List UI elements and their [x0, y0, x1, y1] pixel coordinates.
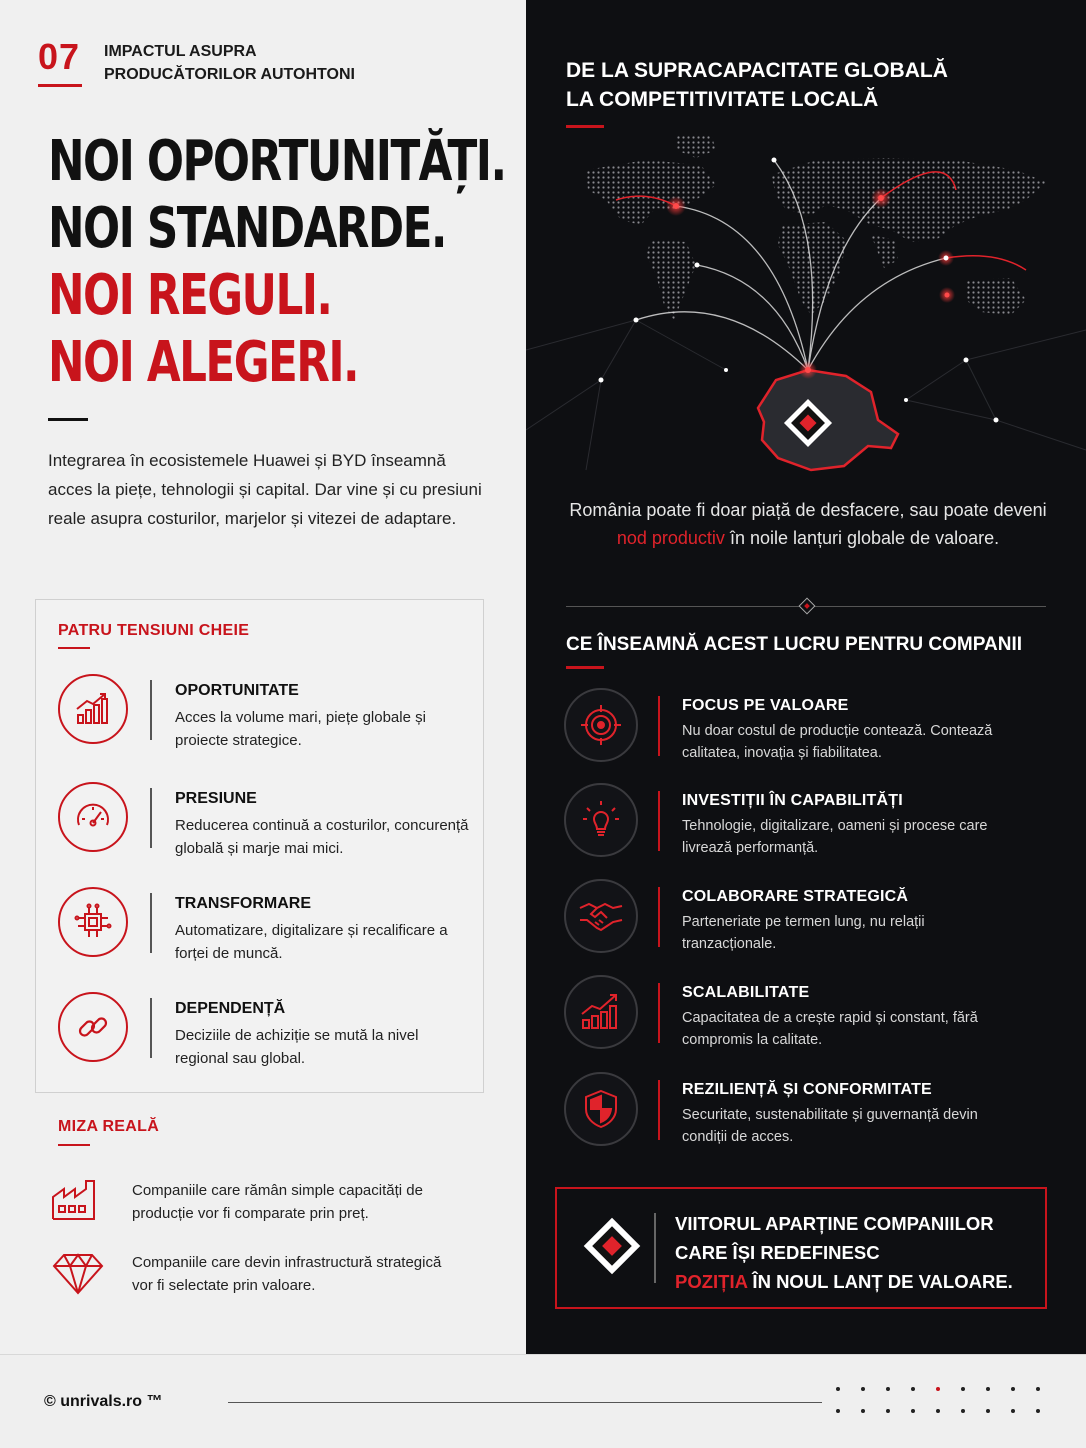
cta-highlight: POZIȚIA	[675, 1271, 748, 1292]
company-desc: Nu doar costul de producție contează. Contează calitatea, inovația și fiabilitatea.	[682, 723, 993, 761]
companies-subtitle-underline	[566, 666, 604, 669]
headline	[48, 128, 518, 396]
right-title-line2: LA COMPETITIVITATE LOCALĂ	[566, 88, 879, 111]
company-title: INVESTIȚII ÎN CAPABILITĂȚI	[682, 792, 903, 809]
paragraph-highlight: nod productiv	[616, 528, 725, 548]
headline-separator	[48, 418, 88, 421]
paragraph-text-1: România poate fi doar piață de desfacere, sau poate deveni	[569, 500, 1047, 520]
decorative-dot	[936, 1409, 940, 1413]
headline-line-1: NOI OPORTUNITĂȚI.	[48, 129, 506, 194]
decorative-dot	[836, 1387, 840, 1391]
tension-desc: Acces la volume mari, piețe globale și proiecte strategice.	[175, 709, 426, 749]
miza-text: Companiile care devin infrastructură strategică vor fi selectate prin valoare.	[132, 1254, 442, 1294]
tension-desc: Deciziile de achiziție se mută la nivel regional sau global.	[175, 1027, 419, 1067]
tension-title: DEPENDENȚĂ	[175, 1000, 286, 1017]
tension-title: OPORTUNITATE	[175, 682, 299, 699]
company-title: FOCUS PE VALOARE	[682, 697, 849, 714]
decorative-dot	[886, 1387, 890, 1391]
growth-chart-icon	[58, 674, 128, 744]
paragraph-text-2: în noile lanțuri globale de valoare.	[724, 528, 1000, 548]
section-label-line1: IMPACTUL ASUPRA	[104, 43, 257, 60]
section-label-line2: PRODUCĂTORILOR AUTOHTONI	[104, 66, 355, 83]
company-desc: Parteneriate pe termen lung, nu relații tranzacționale.	[682, 914, 925, 952]
target-icon	[564, 688, 638, 762]
tension-item-transformare	[58, 887, 478, 967]
miza-title: MIZA REALĂ	[58, 1118, 160, 1135]
company-title: REZILIENȚĂ ȘI CONFORMITATE	[682, 1081, 932, 1098]
right-title-underline	[566, 125, 604, 128]
cta-divider	[654, 1213, 656, 1283]
tension-item-presiune	[58, 782, 478, 862]
decorative-dot	[1036, 1387, 1040, 1391]
factory-icon	[50, 1179, 106, 1227]
company-desc: Tehnologie, digitalizare, oameni și procese care livrează performanță.	[682, 818, 988, 856]
decorative-dot	[911, 1409, 915, 1413]
miza-title-underline	[58, 1144, 90, 1146]
left-panel	[0, 0, 526, 1354]
headline-line-4: NOI ALEGERI.	[48, 330, 359, 395]
decorative-dot	[1036, 1409, 1040, 1413]
decorative-dot	[886, 1409, 890, 1413]
miza-item-price	[50, 1179, 480, 1229]
company-item-focus	[564, 688, 1054, 768]
diamond-logo-icon	[579, 1213, 645, 1279]
company-item-rezilienta	[564, 1072, 1054, 1152]
decorative-dot	[986, 1409, 990, 1413]
company-divider	[658, 983, 660, 1043]
decorative-dot	[1011, 1409, 1015, 1413]
diamond-icon	[50, 1251, 106, 1299]
tensions-box	[35, 599, 484, 1093]
cta-line2: CARE ÎȘI REDEFINESC	[675, 1242, 880, 1263]
cta-text	[675, 1209, 1045, 1296]
tension-item-dependenta	[58, 992, 478, 1072]
company-item-investitii	[564, 783, 1054, 863]
tension-divider	[150, 893, 152, 953]
right-title-line1: DE LA SUPRACAPACITATE GLOBALĂ	[566, 59, 948, 82]
romania-paragraph	[566, 496, 1050, 552]
section-label	[104, 40, 404, 86]
intro-paragraph: Integrarea în ecosistemele Huawei și BYD înseamnă acces la piețe, tehnologii și capital. Dar vine și cu presiuni reale asupra costurilor, marjelor și vitezei de adaptare.	[48, 451, 482, 528]
section-number: 07	[38, 36, 81, 77]
footer-line	[228, 1402, 822, 1403]
decorative-dot	[911, 1387, 915, 1391]
tension-divider	[150, 998, 152, 1058]
decorative-dot	[986, 1387, 990, 1391]
company-title: SCALABILITATE	[682, 984, 810, 1001]
footer	[0, 1354, 1086, 1448]
company-divider	[658, 887, 660, 947]
lightbulb-icon	[564, 783, 638, 857]
company-desc: Capacitatea de a crește rapid și constant, fără compromis la calitate.	[682, 1010, 978, 1048]
handshake-icon	[564, 879, 638, 953]
decorative-dot	[936, 1387, 940, 1391]
company-item-colaborare	[564, 879, 1054, 959]
tension-title: TRANSFORMARE	[175, 895, 311, 912]
headline-line-3: NOI REGULI.	[48, 263, 332, 328]
decorative-dot	[861, 1409, 865, 1413]
tension-desc: Automatizare, digitalizare și recalificare a forței de muncă.	[175, 922, 448, 962]
tension-item-oportunitate	[58, 674, 478, 754]
tensions-title: PATRU TENSIUNI CHEIE	[58, 622, 250, 639]
divider-diamond-icon	[799, 598, 816, 615]
company-title: COLABORARE STRATEGICĂ	[682, 888, 909, 905]
decorative-dot	[861, 1387, 865, 1391]
miza-item-value	[50, 1251, 480, 1301]
section-number-underline	[38, 84, 82, 87]
decorative-dot	[836, 1409, 840, 1413]
tension-title: PRESIUNE	[175, 790, 257, 807]
company-desc: Securitate, sustenabilitate și guvernanță devin condiții de acces.	[682, 1107, 978, 1145]
decorative-dot	[961, 1409, 965, 1413]
miza-text: Companiile care rămân simple capacități de producție vor fi comparate prin preț.	[132, 1182, 423, 1222]
headline-line-2: NOI STANDARDE.	[48, 196, 446, 261]
copyright: © unrivals.ro ™	[44, 1393, 163, 1410]
company-divider	[658, 696, 660, 756]
decorative-dots	[836, 1387, 1056, 1417]
chip-icon	[58, 887, 128, 957]
company-divider	[658, 1080, 660, 1140]
tension-divider	[150, 680, 152, 740]
link-icon	[58, 992, 128, 1062]
tension-desc: Reducerea continuă a costurilor, concurență globală și marje mai mici.	[175, 817, 469, 857]
tension-divider	[150, 788, 152, 848]
company-item-scalabilitate	[564, 975, 1054, 1055]
cta-box	[555, 1187, 1047, 1309]
right-title	[566, 56, 1026, 114]
decorative-dot	[1011, 1387, 1015, 1391]
right-panel	[526, 0, 1086, 1354]
speedometer-icon	[58, 782, 128, 852]
company-divider	[658, 791, 660, 851]
tensions-title-underline	[58, 647, 90, 649]
cta-line3-rest: ÎN NOUL LANȚ DE VALOARE.	[747, 1271, 1013, 1292]
cta-line1: VIITORUL APARȚINE COMPANIILOR	[675, 1213, 994, 1234]
shield-icon	[564, 1072, 638, 1146]
decorative-dot	[961, 1387, 965, 1391]
bar-growth-icon	[564, 975, 638, 1049]
world-map-illustration	[526, 130, 1086, 500]
cta-line3	[675, 1267, 1045, 1296]
companies-subtitle: CE ÎNSEAMNĂ ACEST LUCRU PENTRU COMPANII	[566, 634, 1023, 655]
